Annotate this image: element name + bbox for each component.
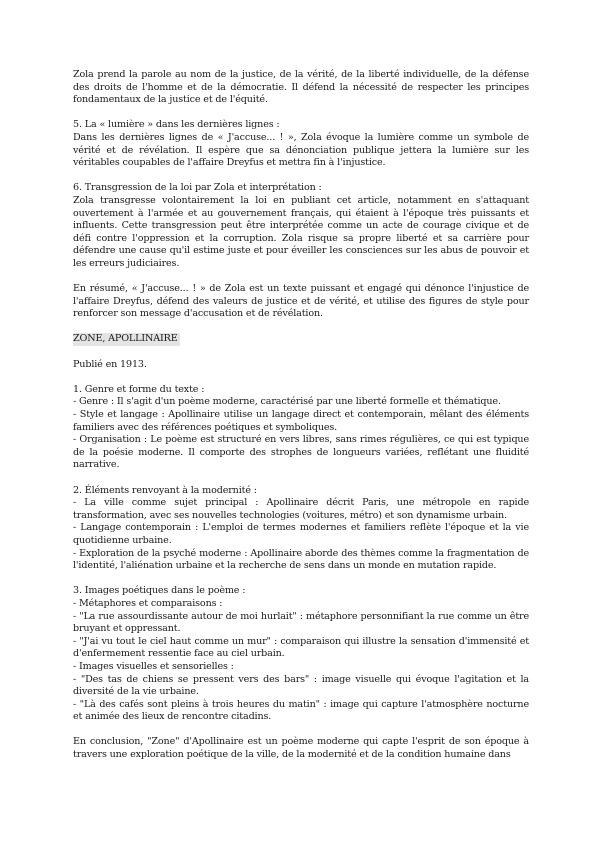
section-heading-text: ZONE, APOLLINAIRE	[73, 333, 178, 345]
text-line: - La ville comme sujet principal : Apollinaire décrit Paris, une métropole en rapide transformation, avec ses nouvelles technologies (voitures, métro) et son dynamisme urbain.	[73, 497, 529, 521]
text-line: 2. Éléments renvoyant à la modernité :	[73, 484, 257, 496]
text-line: - "La rue assourdissante autour de moi hurlait" : métaphore personnifiant la rue comme un être bruyant et oppressant.	[73, 610, 529, 635]
section-heading	[73, 333, 529, 346]
text-line: 5. La « lumière » dans les dernières lignes :	[73, 119, 280, 131]
text-line: En résumé, « J'accuse... ! » de Zola est un texte puissant et engagé qui dénonce l'injustice de l'affaire Dreyfus, défend des valeurs de justice et de vérité, et utilise des figures de style pour renforcer son message d'accusation et de révélation.	[73, 283, 529, 320]
text-line: 6. Transgression de la loi par Zola et interprétation :	[73, 182, 322, 194]
text-line: 1. Genre et forme du texte :	[73, 383, 205, 395]
text-line: - "Là des cafés sont pleins à trois heures du matin" : image qui capture l'atmosphère nocturne et animée des lieux de rencontre citadins.	[73, 698, 529, 723]
paragraph	[73, 485, 529, 573]
paragraph	[73, 585, 529, 724]
paragraph	[73, 69, 529, 107]
text-line: - Exploration de la psyché moderne : Apollinaire aborde des thèmes comme la fragmentation de l'identité, l'aliénation urbaine et la recherche de sens dans un monde en mutation rapide.	[73, 547, 529, 572]
paragraph	[73, 119, 529, 169]
paragraph	[73, 283, 529, 321]
text-line: - "J'ai vu tout le ciel haut comme un mur" : comparaison qui illustre la sensation d'immensité et d'enfermement ressentie face au ciel urbain.	[73, 635, 529, 660]
text-line: - Genre : Il s'agit d'un poème moderne, caractérisé par une liberté formelle et thématique.	[73, 396, 501, 408]
text-line: Zola transgresse volontairement la loi en publiant cet article, notamment en s'attaquant ouvertement à l'armée et au gouvernement français, qui étaient à l'époque très puissants et influents. Cette transgression peut être interprétée comme un acte de courage civique et de défi contre l'oppression et la corruption. Zola risque sa propre liberté et sa carrière pour défendre une cause qu'il estime juste et pour éveiller les consciences sur les abus de pouvoir et les erreurs judiciaires.	[73, 194, 529, 269]
text-line: - "Des tas de chiens se pressent vers des bars" : image visuelle qui évoque l'agitation et la diversité de la vie urbaine.	[73, 673, 529, 698]
paragraph	[73, 384, 529, 472]
text-line: Dans les dernières lignes de « J'accuse... ! », Zola évoque la lumière comme un symbole de vérité et de révélation. Il espère que sa dénonciation publique jettera la lumière sur les véritables coupables de l'affaire Dreyfus et mettra fin à l'injustice.	[73, 131, 529, 169]
text-line: - Langage contemporain : L'emploi de termes modernes et familiers reflète l'époque et la vie quotidienne urbaine.	[73, 522, 529, 546]
text-line: En conclusion, "Zone" d'Apollinaire est un poème moderne qui capte l'esprit de son époque à travers une exploration poétique de la ville, de la modernité et de la condition humaine dans	[73, 736, 529, 761]
paragraph	[73, 182, 529, 270]
text-line: Publié en 1913.	[73, 358, 147, 370]
paragraph	[73, 736, 529, 761]
text-line: Zola prend la parole au nom de la justice, de la vérité, de la liberté individuelle, de la défense des droits de l'homme et de la démocratie. Il défend la nécessité de respecter les principes fondamentaux de la justice et de l'équité.	[73, 69, 529, 106]
text-line: - Style et langage : Apollinaire utilise un langage direct et contemporain, mêlant des éléments familiers avec des références poétiques et symboliques.	[73, 409, 529, 433]
paragraph	[73, 359, 529, 372]
document-body	[73, 69, 529, 774]
text-line: 3. Images poétiques dans le poème :	[73, 585, 246, 597]
text-line: - Organisation : Le poème est structuré en vers libres, sans rimes régulières, ce qui est typique de la poésie moderne. Il comporte des strophes de longueurs variées, reflétant une fluidité narrative.	[73, 434, 529, 471]
text-line: - Métaphores et comparaisons :	[73, 597, 223, 609]
text-line: - Images visuelles et sensorielles :	[73, 660, 234, 672]
